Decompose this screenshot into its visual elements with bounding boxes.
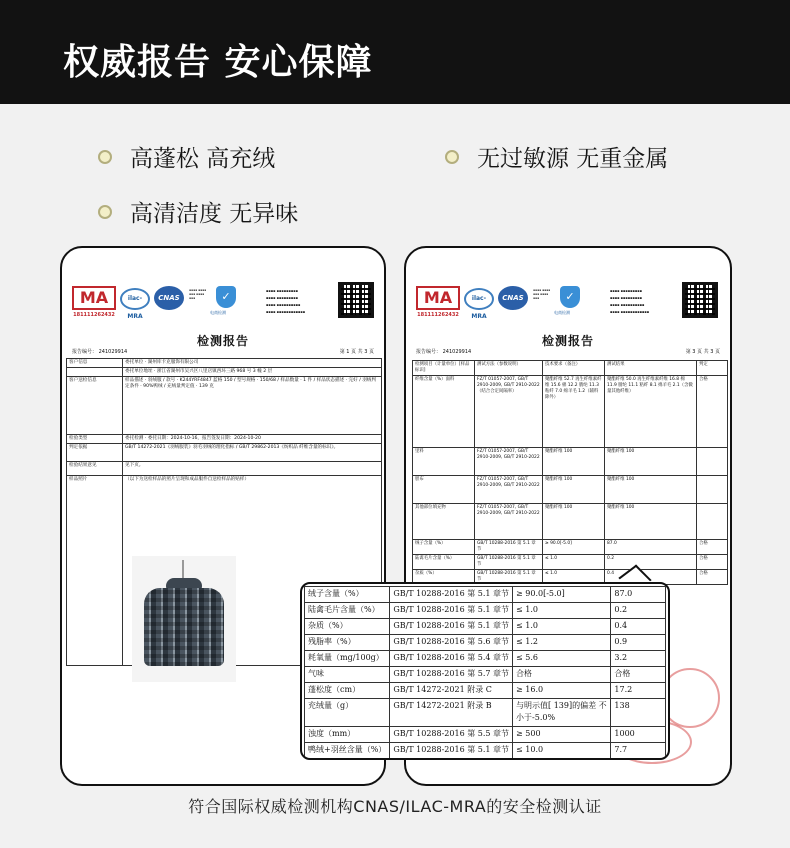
table-row: 蓬松度（cm） GB/T 14272-2021 附录 C ≥ 16.0 17.2 [305,683,666,699]
table-row: 判定依据 GB/T 14272-2021《羽绒服装》羽毛羽绒的理化指标 / GB/T 29862-2013《纺织品 纤维含量的标识》。 [67,444,382,462]
table-row: 残脂率（%） GB/T 10288-2016 第 5.6 章节 ≤ 1.2 0.9 [305,635,666,651]
table-row: 鸭绒+羽丝含量（%） GB/T 10288-2016 第 5.1 章节 ≤ 10.0 7.7 [305,743,666,759]
table-row: 浊度（mm） GB/T 10288-2016 第 5.5 章节 ≥ 500 1000 [305,727,666,743]
table-row: 检验类型 委托检测 · 委托日期：2024-10-16，报告签发日期：2024-10-20 [67,435,382,444]
feature-item-loft [98,140,275,173]
page-indicator: 第 1 页 共 3 页 [339,349,374,355]
table-row: 陆禽毛片含量（%） GB/T 10288-2016 第 5.1 章节 ≤ 1.0 0.2 合格 [413,555,728,570]
report-meta [416,348,720,355]
certification-logos [414,286,724,322]
table-row: 检验结果意见 见下页。 [67,462,382,476]
bullet-dot-icon [445,150,459,164]
report-number: 报告编号： 241029914 [72,349,128,355]
zoomed-results-callout [300,582,670,760]
table-row: 样品照片 （以下为送检样品的照片呈现和成品服件自送检样品的贴样） [67,476,382,666]
table-row: 绒子含量（%） GB/T 10288-2016 第 5.1 章节 ≥ 90.0[-5.0] 87.0 [305,587,666,603]
accreditation-fine-print: ▪▪▪▪ ▪▪▪▪ ▪▪▪ ▪▪▪▪ ▪▪▪ [533,288,551,300]
qr-code-icon [338,282,374,318]
feature-item-cleanliness [98,195,298,228]
lab-contact-fine-print: ▪▪▪▪ ▪▪▪▪▪▪▪▪▪ ▪▪▪▪ ▪▪▪▪▪▪▪▪▪ ▪▪▪▪ ▪▪▪▪▪▪▪▪▪▪ ▪▪▪▪ ▪▪▪▪▪▪▪▪▪▪▪▪ [610,289,650,314]
cnas-logo: CNAS [154,286,184,310]
shield-check-icon: ✓ [560,286,580,308]
report-meta [72,348,374,355]
feature-label: 高清洁度 无异味 [130,201,299,227]
table-row: 委托单位地址 · 浙江省湖州市吴兴区八里店镇西环三路 968 号 3 幢 2 层 [67,368,382,377]
table-header-row: 检测项目（计量单位）[样品标识] 测试方法（参数说明） 技术要求（备注） 测试结果 判定 [413,361,728,376]
table-row: 其他部位填充物 FZ/T 01057-2007, GB/T 2910-2009, GB/T 2910-2022 聚酯纤维 100 聚酯纤维 100 [413,504,728,540]
table-row: 客户送检信息 样品描述 · 羽绒服 / 款号 · K244YRF4847 蓝格 150 / 型号规格 · 150/68 / 样品数量 · 1 件 / 样品状态描述 · 完好 / 羽绒判定条件 · 90%鸭绒 / 充绒量判定值 · 139 克 [67,377,382,435]
table-row: 里料 FZ/T 01057-2007, GB/T 2910-2009, GB/T 2910-2022 聚酯纤维 100 聚酯纤维 100 [413,448,728,476]
table-row: 客户信息 委托单位 · 湖州库卡克服饰有限公司 [67,359,382,368]
bullet-dot-icon [98,150,112,164]
feature-label: 无过敏源 无重金属 [477,146,669,172]
qr-code-icon [682,282,718,318]
page-title: 权威报告 安心保障 [63,42,373,83]
table-row: 耗氧量（mg/100g） GB/T 10288-2016 第 5.4 章节 ≤ 5.6 3.2 [305,651,666,667]
ilac-mra-logo: ilac-MRA [464,288,494,310]
ilac-mra-logo: ilac-MRA [120,288,150,310]
report-title: 检测报告 [196,334,249,348]
accreditation-fine-print: ▪▪▪▪ ▪▪▪▪ ▪▪▪ ▪▪▪▪ ▪▪▪ [189,288,207,300]
cnas-logo: CNAS [498,286,528,310]
sample-jacket-photo [132,556,236,682]
table-row: 胆布 FZ/T 01057-2007, GB/T 2910-2009, GB/T 2910-2022 聚酯纤维 100 聚酯纤维 100 [413,476,728,504]
report-title: 检测报告 [541,334,594,348]
certification-logos [70,286,380,322]
test-results-table [412,360,728,585]
table-row: 杂质（%） GB/T 10288-2016 第 5.1 章节 ≤ 1.0 0.4 合格 [413,570,728,585]
shield-check-icon: ✓ [216,286,236,308]
table-row: 杂质（%） GB/T 10288-2016 第 5.1 章节 ≤ 1.0 0.4 [305,619,666,635]
feature-item-allergen-free [445,140,668,173]
table-row: 充绒量（g） GB/T 14272-2021 附录 B 与明示值[ 139]的偏差 不小于-5.0% 138 [305,699,666,727]
certification-caption: 符合国际权威检测机构CNAS/ILAC-MRA的安全检测认证 [188,797,602,816]
bullet-dot-icon [98,205,112,219]
shield-caption: 电商检测 [554,310,570,315]
page-indicator: 第 3 页 共 3 页 [685,349,720,355]
table-row: 气味 GB/T 10288-2016 第 5.7 章节 合格 合格 [305,667,666,683]
ma-logo: MA 181111262432 [73,288,115,318]
report-number: 报告编号： 241029914 [416,349,472,355]
feature-label: 高蓬松 高充绒 [130,146,276,172]
ma-logo: MA 181111262432 [417,288,459,318]
table-row: 绒子含量（%） GB/T 10288-2016 第 5.1 章节 ≥ 90.0[-5.0] 87.0 合格 [413,540,728,555]
header-banner [0,0,790,104]
table-row: 陆禽毛片含量（%） GB/T 10288-2016 第 5.1 章节 ≤ 1.0 0.2 [305,603,666,619]
table-row: 纤维含量（%）面料 FZ/T 01057-2007, GB/T 2910-2009, GB/T 2910-2022（结合合定间隔率） 聚酯纤维 52.7 再生纤维素纤维 15.6 棉 12.2 腈纶 11.3 粘纤 7.0 绵羊毛 1.2（辅料除外） 聚酯纤维 50.0 再生纤维素纤维 16.8 棉 11.9 腈纶 11.1 粘纤 8.1 绵羊毛 2.1（含微量其他纤维） 合格 [413,376,728,448]
zoomed-results-table [304,586,666,759]
shield-caption: 电商检测 [210,310,226,315]
lab-contact-fine-print: ▪▪▪▪ ▪▪▪▪▪▪▪▪▪ ▪▪▪▪ ▪▪▪▪▪▪▪▪▪ ▪▪▪▪ ▪▪▪▪▪▪▪▪▪▪ ▪▪▪▪ ▪▪▪▪▪▪▪▪▪▪▪▪ [266,289,306,314]
